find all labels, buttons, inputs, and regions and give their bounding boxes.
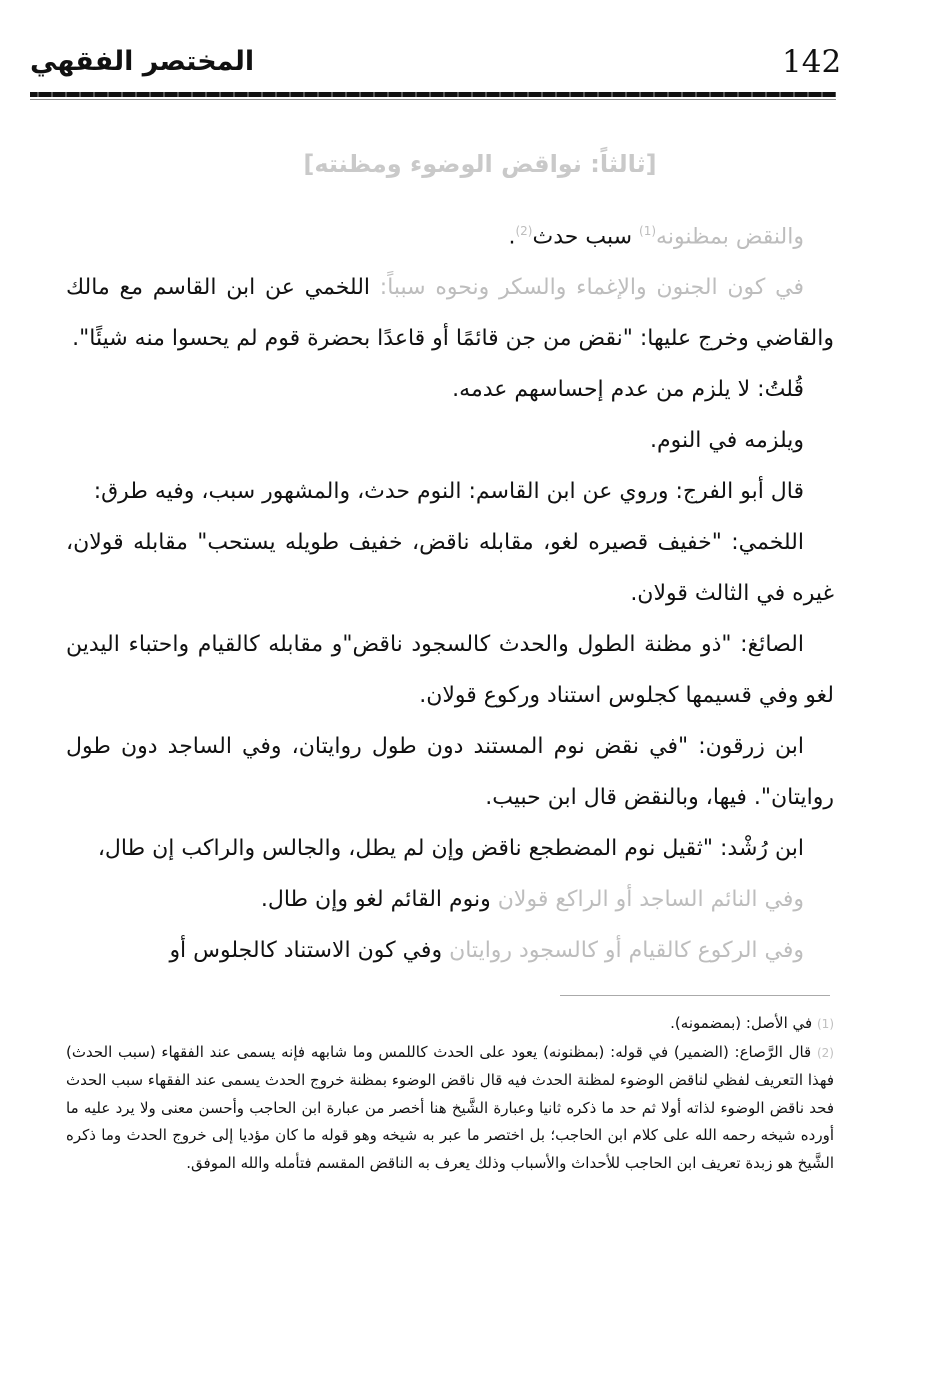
header-rule	[30, 92, 836, 97]
faded-text: وفي النائم الساجد أو الراكع قولان	[490, 887, 804, 913]
paragraph-4: ويلزمه في النوم.	[649, 428, 804, 454]
faded-text: وفي الركوع كالقيام أو كالسجود روايتان	[442, 938, 804, 964]
footnote-ref-2: (2)	[515, 224, 533, 238]
footnote-text: في الأصل: (بمضمونه).	[670, 1014, 813, 1032]
paragraph-9: ابن رُشْد: "ثقيل نوم المضطجع ناقض وإن لم يطل، والجالس والراكب إن طال،	[97, 836, 804, 862]
footnote-marker: (1)	[816, 1017, 834, 1031]
paragraph-text: سبب حدث	[532, 224, 640, 250]
paragraph-text: وفي كون الاستناد كالجلوس أو	[169, 938, 443, 964]
paragraph-5: قال أبو الفرج: وروي عن ابن القاسم: النوم حدث، والمشهور سبب، وفيه طرق:	[93, 479, 804, 505]
footnotes	[66, 1010, 834, 1177]
footnote-separator	[560, 995, 830, 996]
paragraph-10	[66, 874, 834, 925]
paragraph-6: اللخمي: "خفيف قصيره لغو، مقابله ناقض، خفيف طويله يستحب" مقابله قولان، غيره في الثالث قولان.	[66, 530, 834, 607]
paragraph-1	[66, 206, 834, 262]
paragraph-end: .	[508, 224, 516, 250]
page-number: 142	[782, 44, 842, 80]
paragraph-2	[66, 262, 834, 364]
main-text	[66, 206, 834, 976]
footnote-2	[66, 1039, 834, 1178]
paragraph-3: قُلتُ: لا يلزم من عدم إحساسهم عدمه.	[452, 377, 804, 403]
footnote-ref-1: (1)	[639, 224, 657, 238]
running-title: المختصر الفقهي	[30, 46, 255, 77]
paragraph-8: ابن زرقون: "في نقض نوم المستند دون طول روايتان، وفي الساجد دون طول روايتان". فيها، وبالنقض قال ابن حبيب.	[66, 734, 834, 811]
faded-text: في كون الجنون والإغماء والسكر ونحوه سبباً:	[370, 275, 804, 301]
section-heading: [ثالثاً: نواقض الوضوء ومظنته]	[303, 150, 657, 178]
header-rule-thin	[30, 99, 836, 100]
paragraph-text: اللخمي عن ابن القاسم مع مالك والقاضي وخرج عليها: "نقض من جن قائمًا أو قاعدًا بحضرة قوم لم يحسوا منه شيئًا".	[66, 275, 834, 352]
footnote-1	[66, 1010, 834, 1039]
paragraph-7: الصائغ: "ذو مظنة الطول والحدث كالسجود ناقض"و مقابله كالقيام واحتباء اليدين لغو وفي قسيمها كجلوس استناد وركوع قولان.	[66, 632, 834, 709]
footnote-marker: (2)	[816, 1045, 834, 1060]
paragraph-text: ونوم القائم لغو وإن طال.	[260, 887, 491, 913]
faded-text: والنقض بمظنونه	[656, 224, 804, 250]
footnote-text: قال الرَّصاع: (الضمير) في قوله: (بمظنونه) يعود على الحدث كاللمس وما شابهه فإنه يسمى عند الفقهاء (سبب الحدث) فهذا التعريف لفظي لناقض الوضوء لمظنة الحدث فيه قال ناقض الوضوء بمظنة خروج الحدث يسمى عند الفقهاء سبب الحدث فحد ناقض الوضوء لذاته أولا ثم حد ما ذكره ثانيا وعبارة الشَّيخ هنا أخصر من عبارة ابن الحاجب وأحسن معنى ولا يرد عليه ما أورده شيخه رحمه الله على كلام ابن الحاجب؛ بل اختصر ما عبر به شيخه وهو قوله ما كان مؤديا إلى خروج الحدث وما ذكره الشَّيخ هو زبدة تعريف ابن الحاجب للأحداث والأسباب وذلك يعرف به الناقض المقسم فتأمله والله الموفق.	[66, 1042, 834, 1172]
paragraph-11	[66, 925, 834, 976]
